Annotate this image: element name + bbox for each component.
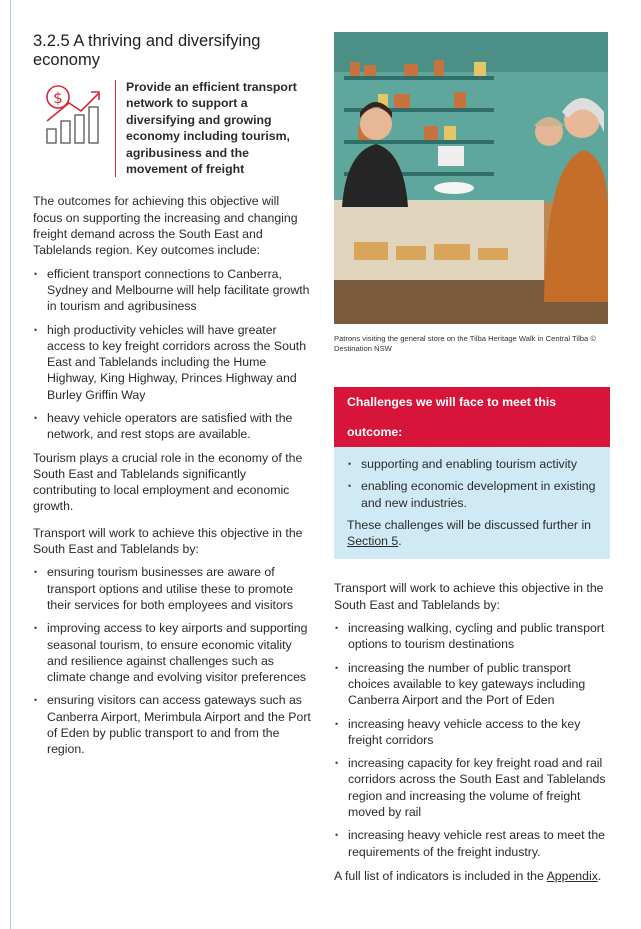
- list-item: • supporting and enabling tourism activity: [347, 456, 598, 472]
- page-margin-rule: [10, 0, 11, 929]
- list-item: • increasing capacity for key freight road and rail corridors across the South East and Tablelands region and increasing the volume of freight moved by rail: [334, 755, 610, 820]
- list-item: • increasing walking, cycling and public transport options to tourism destinations: [334, 620, 610, 653]
- list-item: • improving access to key airports and supporting seasonal tourism, to ensure economic vitality and resilience against challenges such as climate change and evolving visitor preferences: [33, 620, 311, 685]
- economy-growth-icon: [33, 79, 109, 177]
- list-item: • high productivity vehicles will have greater access to key freight corridors across the South East and Tablelands including the Hume Highway, King Highway, Princes Highway and Burley Griffin Way: [33, 322, 311, 403]
- transport-intro-left: Transport will work to achieve this objective in the South East and Tablelands by:: [33, 525, 303, 557]
- tourism-paragraph: Tourism plays a crucial role in the economy of the South East and Tablelands significantly contributing to local employment and economic growth.: [33, 450, 303, 514]
- indicators-footer: A full list of indicators is included in the Appendix.: [334, 868, 602, 883]
- list-item: • efficient transport connections to Canberra, Sydney and Melbourne will help facilitate growth in tourism and agribusiness: [33, 266, 311, 315]
- appendix-link[interactable]: Appendix: [546, 868, 598, 883]
- left-column: [33, 32, 311, 758]
- list-item: • increasing heavy vehicle access to the key freight corridors: [334, 716, 610, 749]
- challenges-title: Challenges we will face to meet this outcome:: [334, 387, 610, 447]
- section-heading: 3.2.5 A thriving and diversifying economy: [33, 32, 261, 69]
- objective-callout: [33, 79, 311, 177]
- section-5-link[interactable]: Section 5: [347, 534, 399, 549]
- list-item: • increasing heavy vehicle rest areas to meet the requirements of the freight industry.: [334, 827, 610, 860]
- challenges-box: [334, 387, 610, 559]
- list-item: • ensuring visitors can access gateways such as Canberra Airport, Merimbula Airport and the Port of Eden by public transport to and from the region.: [33, 692, 311, 757]
- svg-text:$: $: [53, 89, 63, 107]
- list-item: • ensuring tourism businesses are aware of transport options and utilise these to promote their services for both employees and visitors: [33, 564, 311, 613]
- transport-intro-right: Transport will work to achieve this objective in the South East and Tablelands by:: [334, 581, 604, 612]
- actions-list-left: [33, 564, 311, 757]
- outcomes-list: [33, 266, 311, 443]
- right-column: [334, 32, 610, 884]
- photo-caption: Patrons visiting the general store on the Tilba Heritage Walk in Central Tilba © Destination NSW: [334, 334, 596, 353]
- outcomes-intro: The outcomes for achieving this objective will focus on supporting the increasing and changing freight demand across the South East and Tablelands region. Key outcomes include:: [33, 194, 298, 258]
- general-store-photo: [334, 32, 608, 324]
- challenges-body: [334, 447, 610, 559]
- objective-divider: [115, 80, 116, 177]
- actions-list-right: [334, 620, 610, 860]
- challenges-note: These challenges will be discussed further in Section 5.: [347, 517, 592, 549]
- objective-text: Provide an efficient transport network to support a diversifying and growing economy including tourism, agribusiness and the movement of freight: [126, 80, 297, 177]
- list-item: • enabling economic development in existing and new industries.: [347, 478, 598, 511]
- challenges-list: [347, 456, 598, 511]
- list-item: • increasing the number of public transport choices available to key gateways including Canberra Airport and the Port of Eden: [334, 660, 610, 709]
- list-item: • heavy vehicle operators are satisfied with the network, and rest stops are available.: [33, 410, 311, 443]
